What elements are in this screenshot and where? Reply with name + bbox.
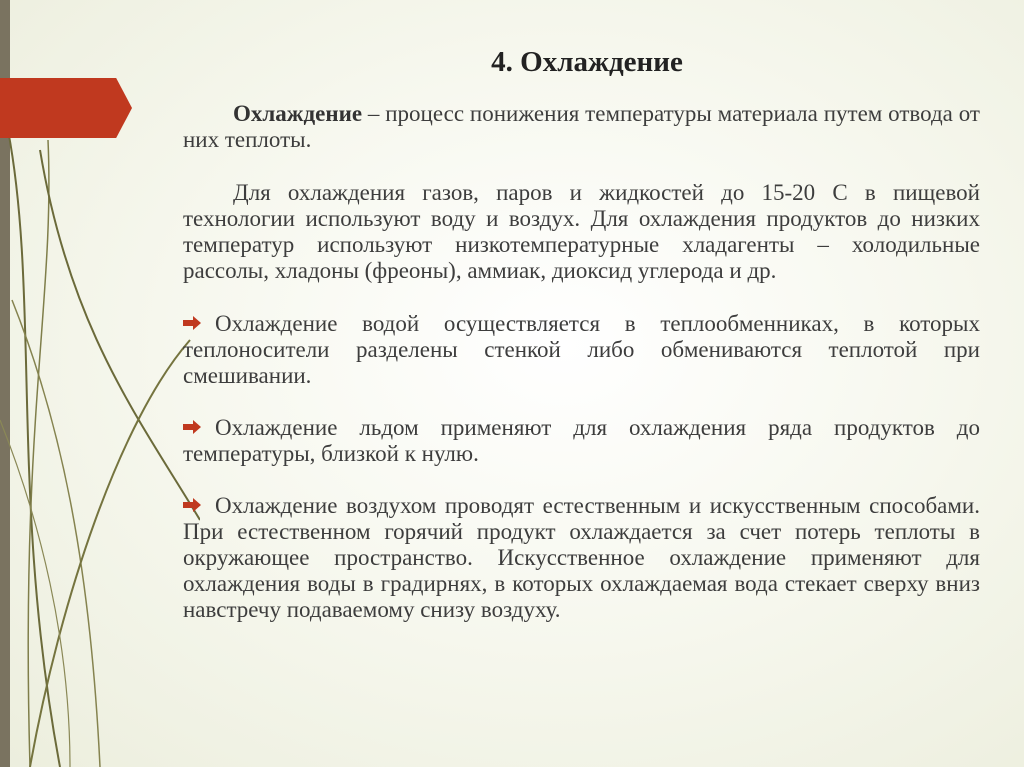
bullet-item xyxy=(183,311,980,389)
definition-term: Охлаждение xyxy=(233,101,363,126)
bullet-text: Охлаждение льдом применяют для охлаждения ряда продуктов до температуры, близкой к нулю. xyxy=(183,415,980,466)
definition-text: – процесс понижения температуры материала путем отвода от них теплоты. xyxy=(183,101,980,152)
bullet-text: Охлаждение водой осуществляется в теплообменниках, в которых теплоносители разделены стенкой либо обмениваются теплотой при смешивании. xyxy=(183,311,980,388)
bullet-item xyxy=(183,415,980,467)
definition-paragraph xyxy=(183,101,980,153)
arrow-right-icon xyxy=(183,316,201,330)
accent-flag xyxy=(0,78,132,138)
arrow-right-icon xyxy=(183,498,201,512)
arrow-right-icon xyxy=(183,420,201,434)
bullet-item xyxy=(183,493,980,623)
paragraph-coolants: Для охлаждения газов, паров и жидкостей до 15-20 С в пищевой технологии используют воду и воздух. Для охлаждения продуктов до низких температур используют низкотемпературные хладагенты – холодильные рассолы, хладоны (фреоны), аммиак, диоксид углерода и др. xyxy=(183,180,980,283)
slide-body xyxy=(183,101,980,623)
slide-title: 4. Охлаждение xyxy=(491,46,683,78)
bullet-text: Охлаждение воздухом проводят естественным и искусственным способами. При естественном горячий продукт охлаждается за счет потерь теплоты в окружающее пространство. Искусственное охлаждение применяют для охлаждения воды в градирнях, в которых охлаждаемая вода стекает сверху вниз навстречу подаваемому снизу воздуху. xyxy=(183,493,980,622)
